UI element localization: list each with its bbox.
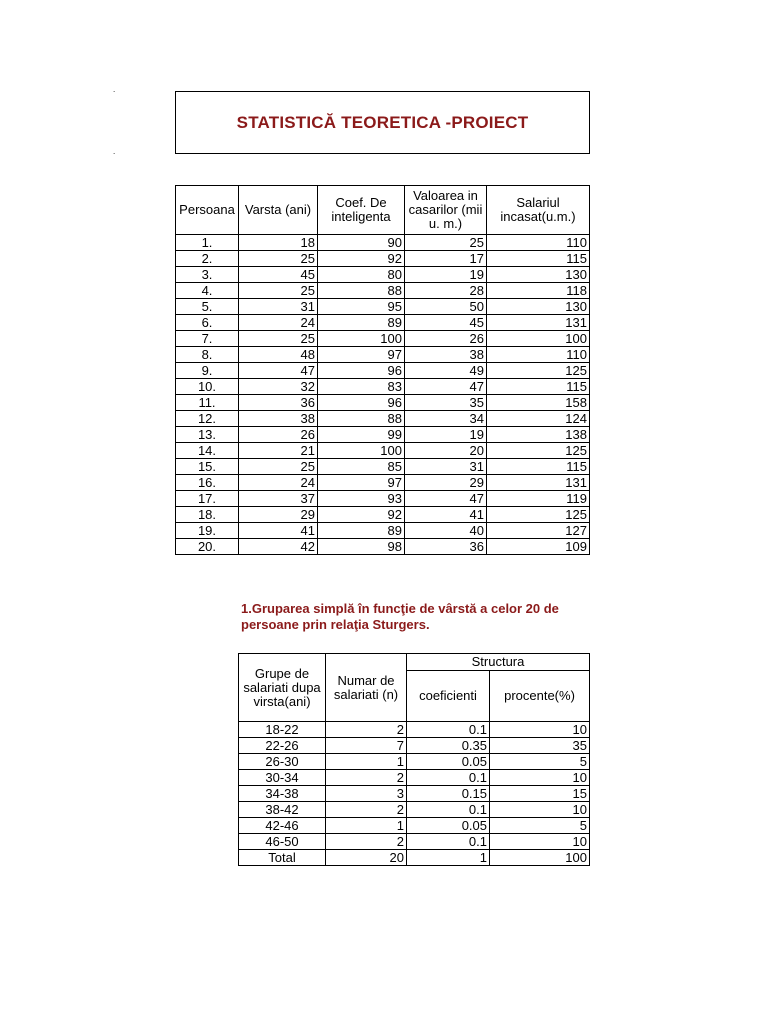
table-cell: 4. — [176, 283, 239, 299]
table-cell: 46-50 — [239, 834, 326, 850]
table-cell: 0.1 — [407, 770, 490, 786]
column-header: Structura — [407, 654, 590, 671]
column-header: Grupe de salariati dupa virsta(ani) — [239, 654, 326, 722]
table-cell: 26 — [239, 427, 318, 443]
table-row — [176, 347, 590, 363]
table-cell: 10 — [490, 722, 590, 738]
table-cell: 89 — [318, 523, 405, 539]
table-cell: 0.35 — [407, 738, 490, 754]
table-cell: 19. — [176, 523, 239, 539]
table-cell: 85 — [318, 459, 405, 475]
table-cell: 3. — [176, 267, 239, 283]
table-row — [176, 363, 590, 379]
table-row — [176, 427, 590, 443]
table-cell: 3 — [326, 786, 407, 802]
table-cell: 138 — [487, 427, 590, 443]
column-header: Salariul incasat(u.m.) — [487, 186, 590, 235]
table-cell: 115 — [487, 251, 590, 267]
table-cell: 41 — [405, 507, 487, 523]
table-row — [176, 395, 590, 411]
table-cell: 38 — [405, 347, 487, 363]
table-cell: 20 — [405, 443, 487, 459]
table-cell: 16. — [176, 475, 239, 491]
table-cell: 47 — [239, 363, 318, 379]
table-cell: 92 — [318, 251, 405, 267]
table-cell: 89 — [318, 315, 405, 331]
table-cell: 30-34 — [239, 770, 326, 786]
table-cell: 0.1 — [407, 802, 490, 818]
table-cell: 25 — [239, 283, 318, 299]
table-cell: 99 — [318, 427, 405, 443]
table-row — [176, 507, 590, 523]
column-header: Numar de salariati (n) — [326, 654, 407, 722]
table-row — [239, 834, 590, 850]
table-cell: 1 — [326, 818, 407, 834]
table-cell: 37 — [239, 491, 318, 507]
table-cell: 130 — [487, 299, 590, 315]
table-cell: 0.15 — [407, 786, 490, 802]
table-cell: 29 — [405, 475, 487, 491]
table-cell: 124 — [487, 411, 590, 427]
table-cell: 96 — [318, 395, 405, 411]
table-cell: 41 — [239, 523, 318, 539]
table-row — [176, 491, 590, 507]
table-cell: 15 — [490, 786, 590, 802]
table-cell: 88 — [318, 411, 405, 427]
total-row — [239, 850, 590, 866]
table-cell: 18-22 — [239, 722, 326, 738]
table-cell: 93 — [318, 491, 405, 507]
table-cell: 10 — [490, 770, 590, 786]
table-cell: 19 — [405, 267, 487, 283]
table-cell: 31 — [239, 299, 318, 315]
table-cell: 80 — [318, 267, 405, 283]
table-cell: 110 — [487, 347, 590, 363]
column-header: procente(%) — [490, 671, 590, 722]
table-cell: 45 — [239, 267, 318, 283]
table-cell: 7 — [326, 738, 407, 754]
page-title: STATISTICĂ TEORETICA -PROIECT — [236, 112, 529, 132]
table-cell: 36 — [405, 539, 487, 555]
table-cell: 0.1 — [407, 722, 490, 738]
table-cell: 25 — [405, 235, 487, 251]
table-cell: 15. — [176, 459, 239, 475]
table-cell: 110 — [487, 235, 590, 251]
table-cell: 109 — [487, 539, 590, 555]
table-cell: 35 — [490, 738, 590, 754]
table-cell: 2 — [326, 802, 407, 818]
table-cell: 115 — [487, 459, 590, 475]
table-cell: 95 — [318, 299, 405, 315]
table-row — [239, 738, 590, 754]
table-row — [176, 299, 590, 315]
table-cell: 0.05 — [407, 754, 490, 770]
table-cell: 8. — [176, 347, 239, 363]
table-row — [176, 475, 590, 491]
table-cell: 2 — [326, 722, 407, 738]
table-cell: 100 — [490, 850, 590, 866]
column-header: Varsta (ani) — [239, 186, 318, 235]
table-cell: 21 — [239, 443, 318, 459]
table-cell: 42 — [239, 539, 318, 555]
table-cell: 29 — [239, 507, 318, 523]
table-cell: 5 — [490, 818, 590, 834]
table-row — [239, 722, 590, 738]
table-cell: 158 — [487, 395, 590, 411]
table-cell: 100 — [318, 443, 405, 459]
column-header: Coef. De inteligenta — [318, 186, 405, 235]
table-cell: 13. — [176, 427, 239, 443]
table-row — [176, 539, 590, 555]
table-row — [176, 283, 590, 299]
table-row — [239, 770, 590, 786]
table-cell: 10. — [176, 379, 239, 395]
table-cell: 11. — [176, 395, 239, 411]
table-cell: 36 — [239, 395, 318, 411]
table-row — [176, 459, 590, 475]
table-cell: 2. — [176, 251, 239, 267]
table-cell: 0.1 — [407, 834, 490, 850]
table-cell: 0.05 — [407, 818, 490, 834]
table-cell: 26-30 — [239, 754, 326, 770]
table-cell: 119 — [487, 491, 590, 507]
table-row — [239, 754, 590, 770]
title-box — [175, 91, 590, 154]
table-row — [239, 786, 590, 802]
table-cell: 28 — [405, 283, 487, 299]
table-cell: Total — [239, 850, 326, 866]
table-cell: 115 — [487, 379, 590, 395]
table-cell: 34-38 — [239, 786, 326, 802]
table-cell: 45 — [405, 315, 487, 331]
table-cell: 88 — [318, 283, 405, 299]
table-cell: 2 — [326, 834, 407, 850]
column-header: coeficienti — [407, 671, 490, 722]
persons-table — [175, 185, 590, 555]
table-cell: 10 — [490, 834, 590, 850]
table-cell: 31 — [405, 459, 487, 475]
table-cell: 38 — [239, 411, 318, 427]
table-header-row — [176, 186, 590, 235]
table-cell: 2 — [326, 770, 407, 786]
table-cell: 1 — [407, 850, 490, 866]
table-cell: 83 — [318, 379, 405, 395]
table-cell: 131 — [487, 315, 590, 331]
table-cell: 17. — [176, 491, 239, 507]
table-cell: 26 — [405, 331, 487, 347]
table-header-row — [239, 654, 590, 671]
table-cell: 25 — [239, 331, 318, 347]
table-row — [176, 379, 590, 395]
table-cell: 125 — [487, 363, 590, 379]
table-row — [176, 523, 590, 539]
table-cell: 6. — [176, 315, 239, 331]
table-row — [239, 818, 590, 834]
margin-dot: . — [113, 85, 116, 94]
table-cell: 131 — [487, 475, 590, 491]
table-cell: 22-26 — [239, 738, 326, 754]
table-cell: 18. — [176, 507, 239, 523]
table-cell: 100 — [318, 331, 405, 347]
table-cell: 130 — [487, 267, 590, 283]
table-cell: 50 — [405, 299, 487, 315]
table-cell: 17 — [405, 251, 487, 267]
table-cell: 98 — [318, 539, 405, 555]
table-cell: 25 — [239, 251, 318, 267]
table-cell: 19 — [405, 427, 487, 443]
table-cell: 1 — [326, 754, 407, 770]
table-cell: 42-46 — [239, 818, 326, 834]
table-cell: 32 — [239, 379, 318, 395]
section-heading: 1.Gruparea simplă în funcţie de vârstă a celor 20 de persoane prin relaţia Sturgers. — [241, 601, 559, 632]
table-cell: 34 — [405, 411, 487, 427]
column-header: Valoarea in casarilor (mii u. m.) — [405, 186, 487, 235]
table-cell: 97 — [318, 475, 405, 491]
table-cell: 7. — [176, 331, 239, 347]
table-row — [176, 331, 590, 347]
table-cell: 118 — [487, 283, 590, 299]
table-cell: 49 — [405, 363, 487, 379]
table-cell: 48 — [239, 347, 318, 363]
table-cell: 20. — [176, 539, 239, 555]
table-row — [176, 411, 590, 427]
table-cell: 40 — [405, 523, 487, 539]
table-row — [239, 802, 590, 818]
table-cell: 97 — [318, 347, 405, 363]
table-cell: 38-42 — [239, 802, 326, 818]
table-cell: 9. — [176, 363, 239, 379]
margin-dot: . — [113, 147, 116, 156]
table-cell: 24 — [239, 315, 318, 331]
table-cell: 127 — [487, 523, 590, 539]
table-row — [176, 267, 590, 283]
table-cell: 47 — [405, 379, 487, 395]
table-cell: 14. — [176, 443, 239, 459]
table-cell: 5 — [490, 754, 590, 770]
table-cell: 5. — [176, 299, 239, 315]
table-cell: 1. — [176, 235, 239, 251]
table-cell: 47 — [405, 491, 487, 507]
table-cell: 90 — [318, 235, 405, 251]
table-cell: 125 — [487, 443, 590, 459]
table-cell: 24 — [239, 475, 318, 491]
table-cell: 12. — [176, 411, 239, 427]
table-cell: 35 — [405, 395, 487, 411]
table-cell: 18 — [239, 235, 318, 251]
table-cell: 10 — [490, 802, 590, 818]
column-header: Persoana — [176, 186, 239, 235]
table-cell: 92 — [318, 507, 405, 523]
table-row — [176, 443, 590, 459]
table-cell: 25 — [239, 459, 318, 475]
table-cell: 96 — [318, 363, 405, 379]
table-cell: 100 — [487, 331, 590, 347]
table-row — [176, 235, 590, 251]
table-cell: 20 — [326, 850, 407, 866]
grouping-table — [238, 653, 590, 866]
table-row — [176, 315, 590, 331]
table-row — [176, 251, 590, 267]
table-cell: 125 — [487, 507, 590, 523]
